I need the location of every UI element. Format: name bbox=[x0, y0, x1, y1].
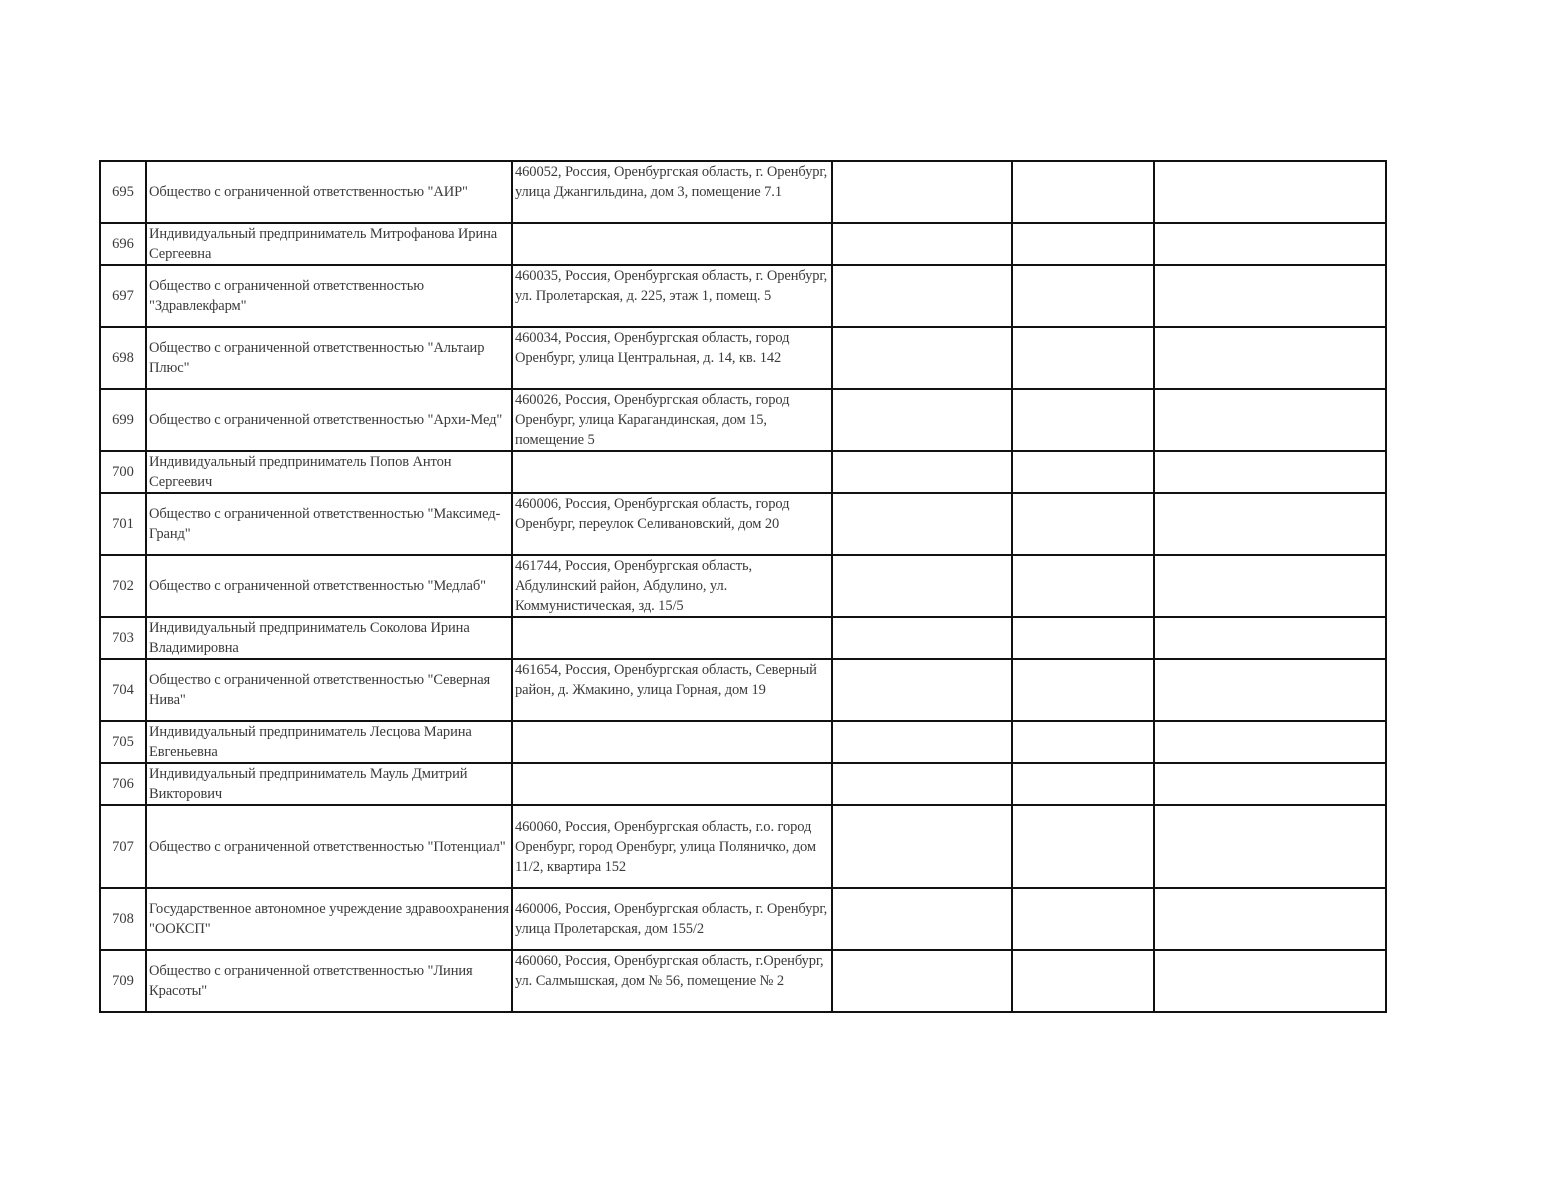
organization-address: 460006, Россия, Оренбургская область, г. Оренбург, улица Пролетарская, дом 155/2 bbox=[512, 888, 832, 950]
empty-cell bbox=[832, 451, 1012, 493]
empty-cell bbox=[1012, 617, 1154, 659]
empty-cell bbox=[1154, 451, 1386, 493]
empty-cell bbox=[1154, 161, 1386, 223]
row-number: 709 bbox=[100, 950, 146, 1012]
row-number: 705 bbox=[100, 721, 146, 763]
empty-cell bbox=[832, 389, 1012, 451]
empty-cell bbox=[832, 327, 1012, 389]
empty-cell bbox=[1012, 493, 1154, 555]
empty-cell bbox=[1154, 888, 1386, 950]
table-row bbox=[100, 888, 1386, 950]
organization-address: 460060, Россия, Оренбургская область, г.Оренбург, ул. Салмышская, дом № 56, помещение № 2 bbox=[512, 950, 832, 1012]
empty-cell bbox=[1012, 327, 1154, 389]
empty-cell bbox=[1154, 950, 1386, 1012]
empty-cell bbox=[1154, 659, 1386, 721]
organization-address bbox=[512, 223, 832, 265]
empty-cell bbox=[1012, 888, 1154, 950]
empty-cell bbox=[1012, 555, 1154, 617]
organization-name: Индивидуальный предприниматель Лесцова Марина Евгеньевна bbox=[146, 721, 512, 763]
table-row bbox=[100, 950, 1386, 1012]
organization-name: Индивидуальный предприниматель Соколова Ирина Владимировна bbox=[146, 617, 512, 659]
empty-cell bbox=[1012, 721, 1154, 763]
organization-name: Общество с ограниченной ответственностью "Архи-Мед" bbox=[146, 389, 512, 451]
table-row bbox=[100, 161, 1386, 223]
row-number: 700 bbox=[100, 451, 146, 493]
empty-cell bbox=[1154, 763, 1386, 805]
row-number: 699 bbox=[100, 389, 146, 451]
table-row bbox=[100, 617, 1386, 659]
organization-name: Общество с ограниченной ответственностью "Северная Нива" bbox=[146, 659, 512, 721]
row-number: 696 bbox=[100, 223, 146, 265]
organization-address: 460006, Россия, Оренбургская область, город Оренбург, переулок Селивановский, дом 20 bbox=[512, 493, 832, 555]
organization-name: Индивидуальный предприниматель Митрофанова Ирина Сергеевна bbox=[146, 223, 512, 265]
organization-address bbox=[512, 451, 832, 493]
organization-address: 460035, Россия, Оренбургская область, г. Оренбург, ул. Пролетарская, д. 225, этаж 1, помещ. 5 bbox=[512, 265, 832, 327]
empty-cell bbox=[832, 161, 1012, 223]
organization-name: Индивидуальный предприниматель Мауль Дмитрий Викторович bbox=[146, 763, 512, 805]
empty-cell bbox=[832, 950, 1012, 1012]
table-row bbox=[100, 555, 1386, 617]
empty-cell bbox=[1012, 451, 1154, 493]
organization-address: 460060, Россия, Оренбургская область, г.о. город Оренбург, город Оренбург, улица Поляничко, дом 11/2, квартира 152 bbox=[512, 805, 832, 888]
empty-cell bbox=[832, 659, 1012, 721]
empty-cell bbox=[1154, 265, 1386, 327]
row-number: 702 bbox=[100, 555, 146, 617]
empty-cell bbox=[832, 555, 1012, 617]
table-row bbox=[100, 327, 1386, 389]
table-row bbox=[100, 451, 1386, 493]
organization-address bbox=[512, 763, 832, 805]
table-row bbox=[100, 721, 1386, 763]
empty-cell bbox=[1154, 389, 1386, 451]
table-row bbox=[100, 493, 1386, 555]
organization-name: Общество с ограниченной ответственностью "Потенциал" bbox=[146, 805, 512, 888]
empty-cell bbox=[1154, 223, 1386, 265]
organization-name: Общество с ограниченной ответственностью "Медлаб" bbox=[146, 555, 512, 617]
row-number: 707 bbox=[100, 805, 146, 888]
empty-cell bbox=[832, 888, 1012, 950]
row-number: 708 bbox=[100, 888, 146, 950]
empty-cell bbox=[832, 617, 1012, 659]
organization-name: Общество с ограниченной ответственностью "АИР" bbox=[146, 161, 512, 223]
empty-cell bbox=[1154, 617, 1386, 659]
row-number: 698 bbox=[100, 327, 146, 389]
empty-cell bbox=[832, 493, 1012, 555]
table-row bbox=[100, 659, 1386, 721]
row-number: 703 bbox=[100, 617, 146, 659]
registry-table-body bbox=[100, 161, 1386, 1012]
organization-name: Общество с ограниченной ответственностью "Максимед-Гранд" bbox=[146, 493, 512, 555]
table-row bbox=[100, 389, 1386, 451]
empty-cell bbox=[1012, 659, 1154, 721]
empty-cell bbox=[832, 265, 1012, 327]
empty-cell bbox=[1154, 493, 1386, 555]
row-number: 706 bbox=[100, 763, 146, 805]
table-row bbox=[100, 265, 1386, 327]
empty-cell bbox=[832, 763, 1012, 805]
empty-cell bbox=[1012, 950, 1154, 1012]
empty-cell bbox=[1012, 223, 1154, 265]
row-number: 704 bbox=[100, 659, 146, 721]
organization-name: Государственное автономное учреждение здравоохранения "ООКСП" bbox=[146, 888, 512, 950]
empty-cell bbox=[1012, 161, 1154, 223]
empty-cell bbox=[1154, 721, 1386, 763]
table-row bbox=[100, 223, 1386, 265]
organization-address: 460034, Россия, Оренбургская область, город Оренбург, улица Центральная, д. 14, кв. 142 bbox=[512, 327, 832, 389]
row-number: 695 bbox=[100, 161, 146, 223]
organization-name: Общество с ограниченной ответственностью "Альтаир Плюс" bbox=[146, 327, 512, 389]
empty-cell bbox=[1012, 763, 1154, 805]
table-row bbox=[100, 763, 1386, 805]
empty-cell bbox=[1012, 805, 1154, 888]
empty-cell bbox=[1154, 555, 1386, 617]
empty-cell bbox=[832, 721, 1012, 763]
empty-cell bbox=[1154, 327, 1386, 389]
organization-address bbox=[512, 721, 832, 763]
organization-name: Индивидуальный предприниматель Попов Антон Сергеевич bbox=[146, 451, 512, 493]
empty-cell bbox=[1154, 805, 1386, 888]
organization-address bbox=[512, 617, 832, 659]
empty-cell bbox=[1012, 265, 1154, 327]
empty-cell bbox=[1012, 389, 1154, 451]
organization-name: Общество с ограниченной ответственностью "Здравлекфарм" bbox=[146, 265, 512, 327]
row-number: 701 bbox=[100, 493, 146, 555]
organization-address: 461654, Россия, Оренбургская область, Северный район, д. Жмакино, улица Горная, дом 19 bbox=[512, 659, 832, 721]
organization-address: 460052, Россия, Оренбургская область, г. Оренбург, улица Джангильдина, дом 3, помещение 7.1 bbox=[512, 161, 832, 223]
empty-cell bbox=[832, 223, 1012, 265]
organization-address: 460026, Россия, Оренбургская область, город Оренбург, улица Карагандинская, дом 15, помещение 5 bbox=[512, 389, 832, 451]
organization-name: Общество с ограниченной ответственностью "Линия Красоты" bbox=[146, 950, 512, 1012]
empty-cell bbox=[832, 805, 1012, 888]
row-number: 697 bbox=[100, 265, 146, 327]
organization-address: 461744, Россия, Оренбургская область, Абдулинский район, Абдулино, ул. Коммунистическая, зд. 15/5 bbox=[512, 555, 832, 617]
registry-table bbox=[99, 160, 1387, 1013]
table-row bbox=[100, 805, 1386, 888]
